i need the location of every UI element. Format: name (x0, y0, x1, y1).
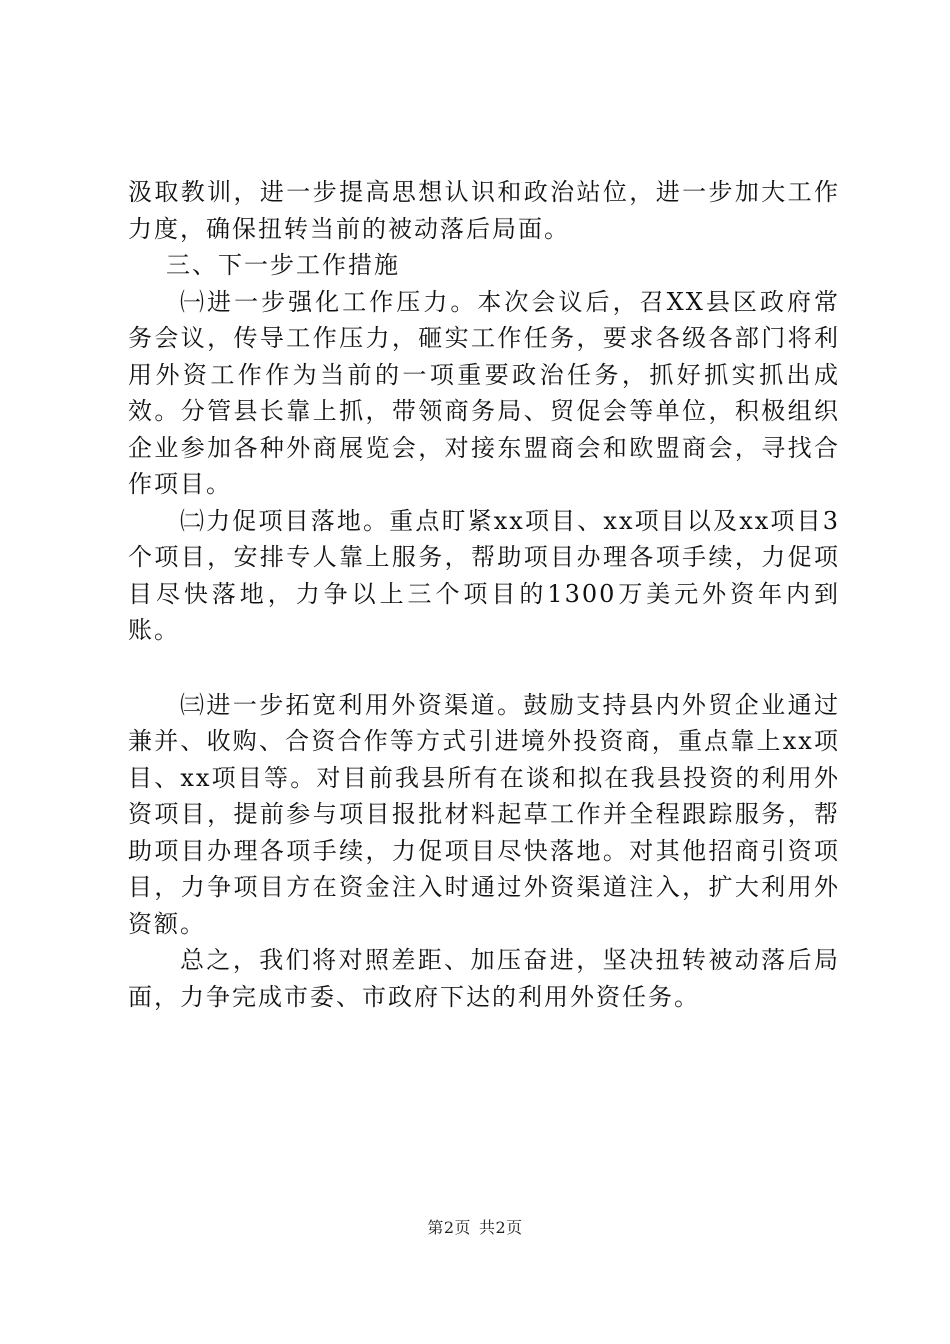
paragraph-measure-1: ㈠进一步强化工作压力。本次会议后，召XX县区政府常务会议，传导工作压力，砸实工作任务，要求各级各部门将利用外资工作作为当前的一项重要政治任务，抓好抓实抓出成效。分管县长靠上抓，带领商务局、贸促会等单位，积极组织企业参加各种外商展览会，对接东盟商会和欧盟商会，寻找合作项目。 (128, 287, 840, 498)
paragraph-conclusion: 总之，我们将对照差距、加压奋进，坚决扭转被动落后局面，力争完成市委、市政府下达的利用外资任务。 (128, 946, 840, 1011)
page-footer (0, 1215, 950, 1238)
page-number-total: 共2页 (479, 1218, 523, 1237)
paragraph-measure-2: ㈡力促项目落地。重点盯紧xx项目、xx项目以及xx项目3个项目，安排专人靠上服务，帮助项目办理各项手续，力促项目尽快落地，力争以上三个项目的1300万美元外资年内到账。 (128, 506, 840, 644)
section-heading: 三、下一步工作措施 (166, 251, 400, 279)
document-body (128, 174, 840, 1015)
page-number-current: 第2页 (427, 1218, 471, 1237)
paragraph-continued: 汲取教训，进一步提高思想认识和政治站位，进一步加大工作力度，确保扭转当前的被动落后局面。 (128, 178, 840, 243)
paragraph-measure-3: ㈢进一步拓宽利用外资渠道。鼓励支持县内外贸企业通过兼并、收购、合资合作等方式引进境外投资商，重点靠上xx项目、xx项目等。对目前我县所有在谈和拟在我县投资的利用外资项目，提前参与项目报批材料起草工作并全程跟踪服务，帮助项目办理各项手续，力促项目尽快落地。对其他招商引资项目，力争项目方在资金注入时通过外资渠道注入，扩大利用外资额。 (128, 690, 840, 938)
